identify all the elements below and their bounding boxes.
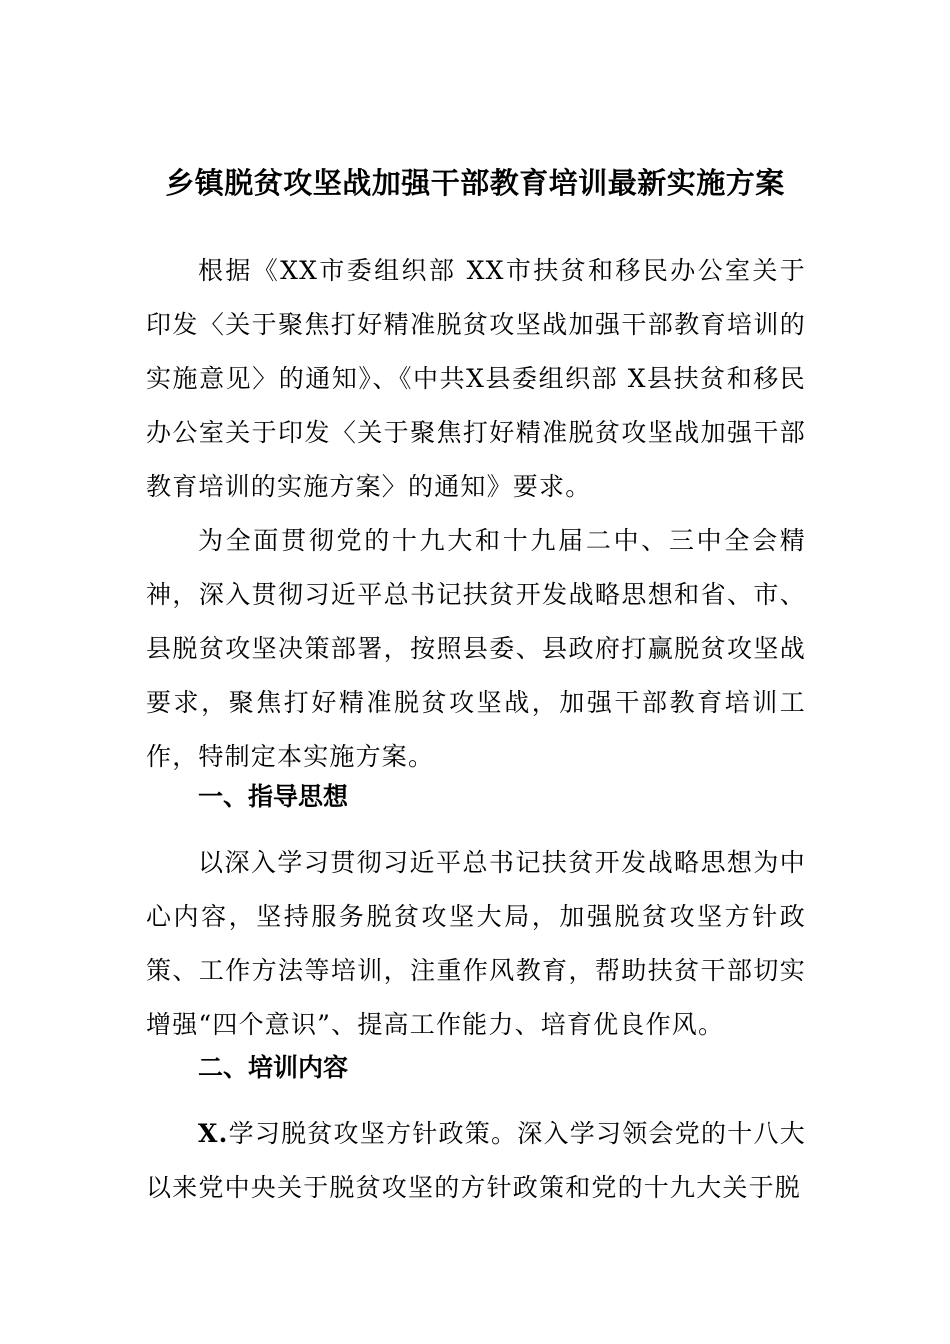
paragraph-basis: 根据《XX市委组织部 XX市扶贫和移民办公室关于印发〈关于聚焦打好精准脱贫攻坚战加强干部教育培训的实施意见〉的通知》、《中共X县委组织部 X县扶贫和移民办公室关于印发〈关于聚焦打好精准脱贫攻坚战加强干部教育培训的实施方案〉的通知》要求。 bbox=[146, 256, 806, 501]
paragraph-guiding-thought: 以深入学习贯彻习近平总书记扶贫开发战略思想为中心内容，坚持服务脱贫攻坚大局，加强脱贫攻坚方针政策、工作方法等培训，注重作风教育，帮助扶贫干部切实增强“四个意识”、提高工作能力、培育优良作风。 bbox=[146, 848, 806, 1039]
paragraph-training-item bbox=[146, 1107, 806, 1215]
section-heading-guiding-thought: 一、指导思想 bbox=[198, 782, 349, 811]
document-title: 乡镇脱贫攻坚战加强干部教育培训最新实施方案 bbox=[165, 166, 785, 200]
section-heading-training-content: 二、培训内容 bbox=[198, 1053, 349, 1082]
item-text: 学习脱贫攻坚方针政策。深入学习领会党的十八大以来党中央关于脱贫攻坚的方针政策和党的十九大关于脱 bbox=[146, 1119, 806, 1202]
paragraph-purpose: 为全面贯彻党的十九大和十九届二中、三中全会精神，深入贯彻习近平总书记扶贫开发战略思想和省、市、县脱贫攻坚决策部署，按照县委、县政府打赢脱贫攻坚战要求，聚焦打好精准脱贫攻坚战，加强干部教育培训工作，特制定本实施方案。 bbox=[146, 526, 806, 771]
item-number: X. bbox=[198, 1119, 229, 1148]
